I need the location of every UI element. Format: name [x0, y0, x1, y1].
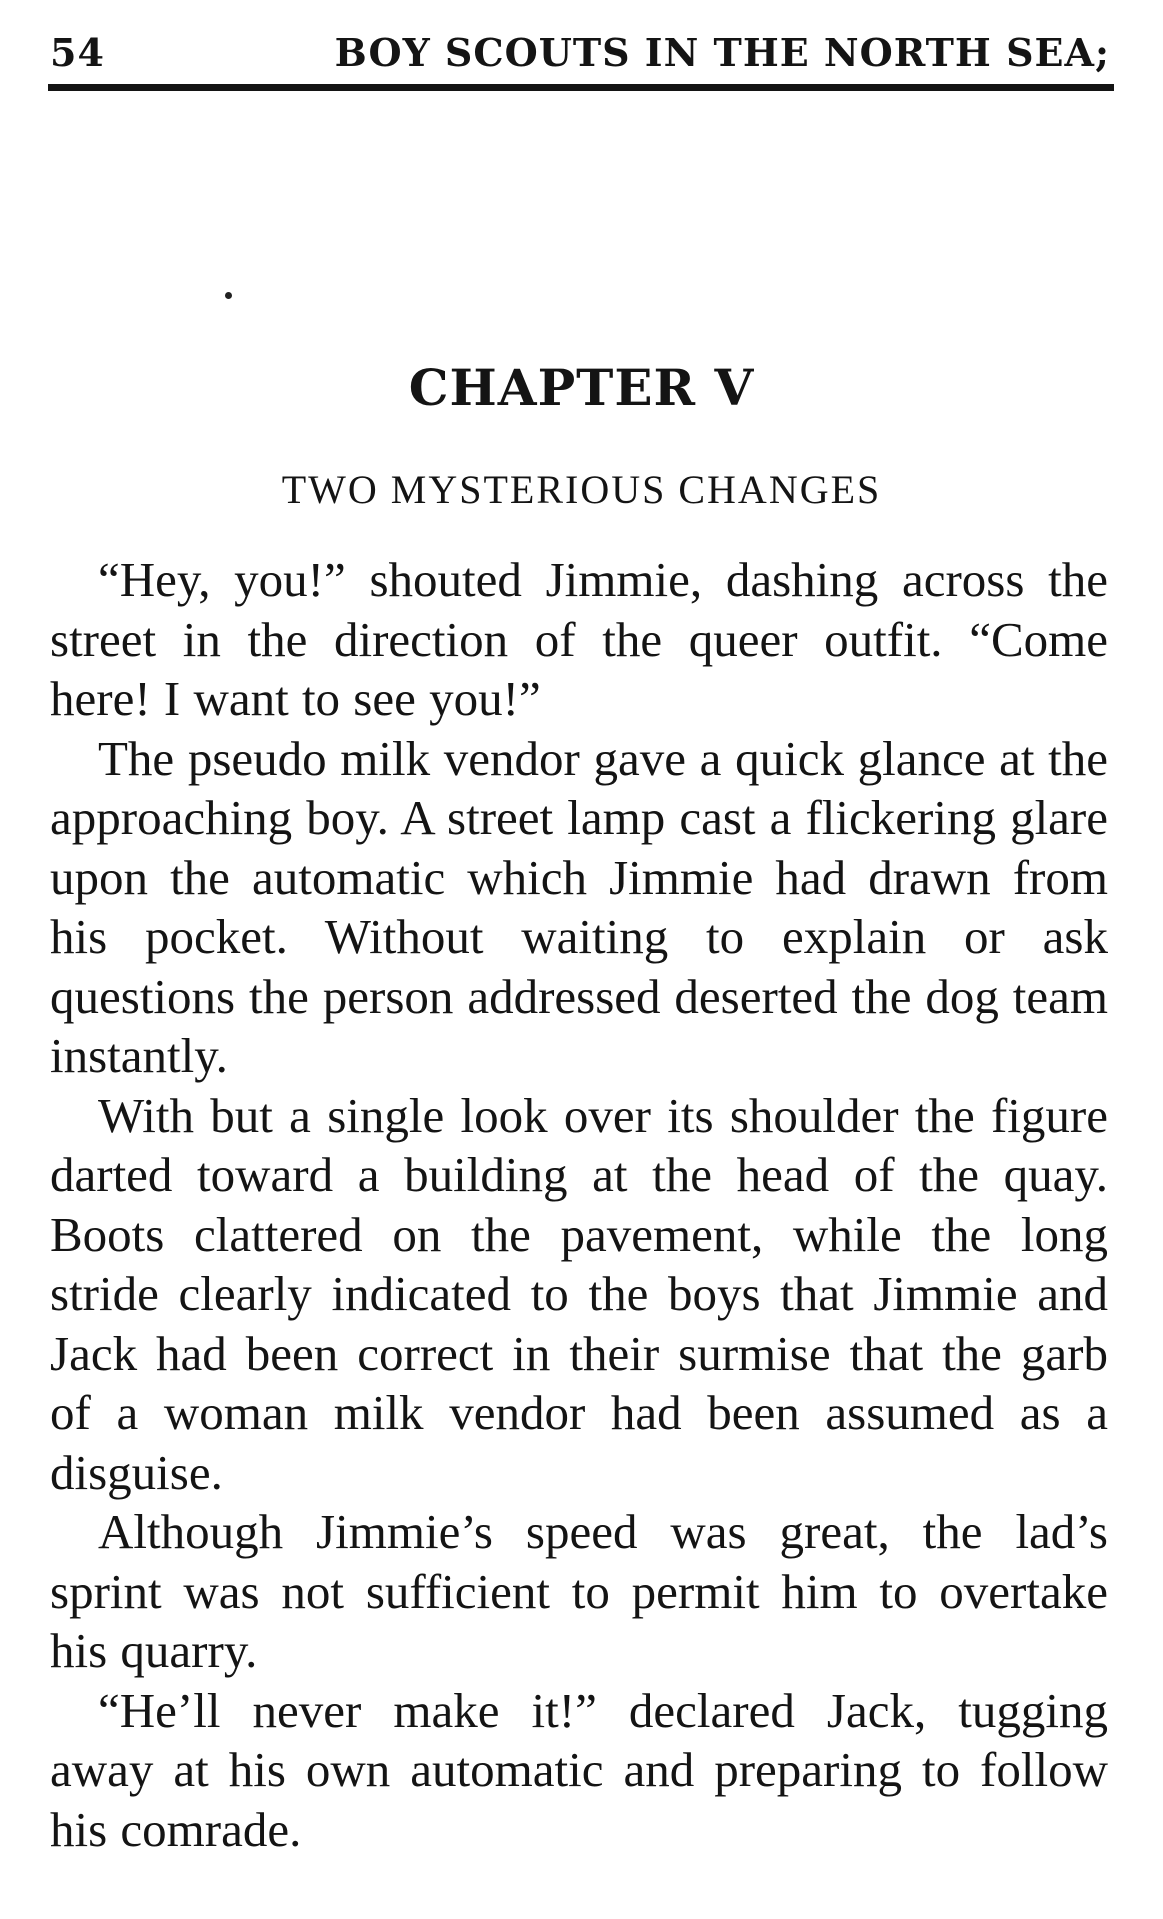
paragraph: Although Jimmie’s speed was great, the lad’s sprint was not sufficient to permit him to overtake his quarry.	[50, 1504, 1108, 1678]
chapter-number: CHAPTER V	[408, 358, 755, 417]
chapter-title: TWO MYSTERIOUS CHANGES	[281, 467, 882, 512]
running-head	[50, 30, 1110, 80]
running-title: BOY SCOUTS IN THE NORTH SEA;	[334, 30, 1110, 75]
paragraph: With but a single look over its shoulder the figure darted toward a building at the head of the quay. Boots clattered on the pavement, while the long stride clearly indicated to the boys that Jimmie and Jack had been correct in their surmise that the garb of a woman milk vendor had been assumed as a disguise.	[50, 1087, 1108, 1500]
page-number: 54	[50, 30, 105, 75]
header-rule	[48, 84, 1114, 91]
paragraph: “Hey, you!” shouted Jimmie, dashing across the street in the direction of the queer outfit. “Come here! I want to see you!”	[50, 552, 1108, 726]
paragraph: The pseudo milk vendor gave a quick glance at the approaching boy. A street lamp cast a flickering glare upon the automatic which Jimmie had drawn from his pocket. Without waiting to explain or ask questions the person addressed deserted the dog team instantly.	[50, 730, 1108, 1083]
body-text	[50, 550, 1108, 1859]
ink-speck	[225, 292, 232, 299]
paragraph: “He’ll never make it!” declared Jack, tugging away at his own automatic and preparing to follow his comrade.	[50, 1682, 1108, 1857]
